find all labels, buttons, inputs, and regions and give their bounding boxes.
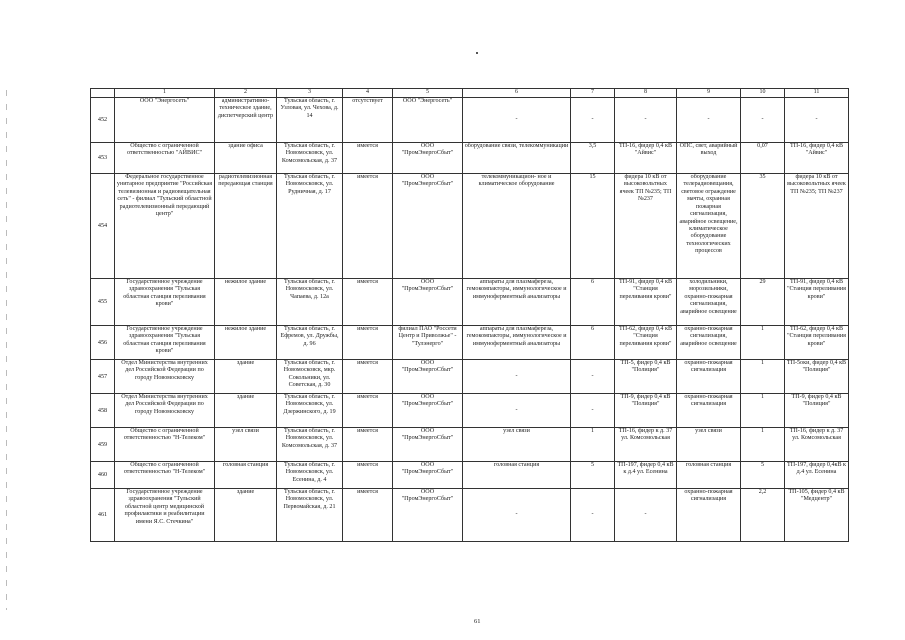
supplier-cell: ООО "ПромЭнергоСбыт" xyxy=(393,174,463,279)
org-name-cell: ООО "Энергосеть" xyxy=(115,98,215,143)
backup-equipment-cell: охранно-пожарная сигнализация xyxy=(677,489,741,542)
feeder-cell: - xyxy=(615,98,677,143)
row-number: 458 xyxy=(91,394,115,428)
supplier-cell: ООО "ПромЭнергоСбыт" xyxy=(393,489,463,542)
feeder-cell: ТП-91, фидер 0,4 кВ "Станция переливания крови" xyxy=(615,279,677,326)
header-cell: 6 xyxy=(463,89,571,98)
availability-cell: имеется xyxy=(343,394,393,428)
backup-equipment-cell: головная станция xyxy=(677,462,741,489)
power-cell: - xyxy=(571,489,615,542)
equipment-cell: - xyxy=(463,360,571,394)
header-cell: 8 xyxy=(615,89,677,98)
row-number: 455 xyxy=(91,279,115,326)
power-cell: - xyxy=(571,360,615,394)
backup-power-cell: - xyxy=(741,98,785,143)
registry-table xyxy=(90,88,849,542)
availability-cell: имеется xyxy=(343,326,393,360)
row-number: 457 xyxy=(91,360,115,394)
address-cell: Тульская область, г. Новомосковск, ул. Рудничная, д. 17 xyxy=(277,174,343,279)
availability-cell: имеется xyxy=(343,462,393,489)
backup-equipment-cell: охранно-пожарная сигнализация, аварийное освещение xyxy=(677,326,741,360)
object-type-cell: узел связи xyxy=(215,428,277,462)
backup-equipment-cell: узел связи xyxy=(677,428,741,462)
feeder-cell: ТП-9, фидер 0,4 кВ "Полиция" xyxy=(615,394,677,428)
row-number: 459 xyxy=(91,428,115,462)
org-name-cell: Отдел Министерства внутренних дел Российской Федерации по городу Новомосковску xyxy=(115,360,215,394)
equipment-cell: - xyxy=(463,98,571,143)
feeder-cell: - xyxy=(615,489,677,542)
backup-equipment-cell: охранно-пожарная сигнализация xyxy=(677,394,741,428)
address-cell: Тульская область, г. Узловая, ул. Чехова, д. 14 xyxy=(277,98,343,143)
org-name-cell: Общество с ограниченной ответственностью "Н-Телеком" xyxy=(115,428,215,462)
backup-power-cell: 5 xyxy=(741,462,785,489)
address-cell: Тульская область, г. Новомосковск, ул. Комсомольская, д. 37 xyxy=(277,428,343,462)
backup-feeder-cell: ТП-9, фидер 0,4 кВ "Полиция" xyxy=(785,394,849,428)
object-type-cell: головная станция xyxy=(215,462,277,489)
equipment-cell: аппараты для плазмафереза, гемокомпакторы, иммунологическое и иммуноферментный анализаторы xyxy=(463,279,571,326)
header-cell-num xyxy=(91,89,115,98)
row-number: 452 xyxy=(91,98,115,143)
header-cell: 5 xyxy=(393,89,463,98)
backup-feeder-cell: ТП-16, фидер 0,4 кВ "Айвис" xyxy=(785,143,849,174)
scan-speck xyxy=(476,52,478,54)
table-row xyxy=(91,428,849,462)
power-cell: 6 xyxy=(571,279,615,326)
object-type-cell: здание офиса xyxy=(215,143,277,174)
table-row xyxy=(91,326,849,360)
availability-cell: имеется xyxy=(343,489,393,542)
header-cell: 1 xyxy=(115,89,215,98)
power-cell: 6 xyxy=(571,326,615,360)
availability-cell: имеется xyxy=(343,174,393,279)
backup-feeder-cell: ТП-16, фидер к д. 37 ул. Комсомольская xyxy=(785,428,849,462)
page-number: 61 xyxy=(474,618,481,625)
equipment-cell: - xyxy=(463,394,571,428)
table-row xyxy=(91,143,849,174)
object-type-cell: здание xyxy=(215,489,277,542)
availability-cell: имеется xyxy=(343,143,393,174)
feeder-cell: ТП-197, фидер 0,4 кВ к д.4 ул. Есенина xyxy=(615,462,677,489)
object-type-cell: административно-техническое здание, диспетчерский центр xyxy=(215,98,277,143)
org-name-cell: Государственное учреждение здравоохранения "Тульская областная станция переливания крови" xyxy=(115,279,215,326)
backup-power-cell: 35 xyxy=(741,174,785,279)
org-name-cell: Общество с ограниченной ответственностью "Н-Телеком" xyxy=(115,462,215,489)
object-type-cell: здание xyxy=(215,360,277,394)
backup-feeder-cell: ТП-105, фидер 0,4 кВ "Медцентр" xyxy=(785,489,849,542)
backup-feeder-cell: ТП-91, фидер 0,4 кВ "Станция переливания крови" xyxy=(785,279,849,326)
supplier-cell: ООО "ПромЭнергоСбыт" xyxy=(393,428,463,462)
power-cell: 1 xyxy=(571,428,615,462)
supplier-cell: ООО "Энергосеть" xyxy=(393,98,463,143)
equipment-cell: телекоммуникацион- ное и климатическое оборудование xyxy=(463,174,571,279)
object-type-cell: радиотелевизионная передающая станция xyxy=(215,174,277,279)
backup-power-cell: 1 xyxy=(741,394,785,428)
power-cell: 5 xyxy=(571,462,615,489)
address-cell: Тульская область, г. Ефремов, ул. Дружбы, д. 96 xyxy=(277,326,343,360)
table-row xyxy=(91,489,849,542)
feeder-cell: ТП-5, фидер 0,4 кВ "Полиция" xyxy=(615,360,677,394)
header-cell: 7 xyxy=(571,89,615,98)
row-number: 461 xyxy=(91,489,115,542)
supplier-cell: ООО "ПромЭнергоСбыт" xyxy=(393,360,463,394)
supplier-cell: филиал ПАО "Россети Центр и Приволжье" - "Тулэнерго" xyxy=(393,326,463,360)
backup-power-cell: 0,07 xyxy=(741,143,785,174)
row-number: 460 xyxy=(91,462,115,489)
feeder-cell: ТП-16, фидер к д. 37 ул. Комсомольская xyxy=(615,428,677,462)
backup-power-cell: 1 xyxy=(741,326,785,360)
availability-cell: отсутствует xyxy=(343,98,393,143)
table-row xyxy=(91,98,849,143)
table-row xyxy=(91,174,849,279)
org-name-cell: Общество с ограниченной ответственностью "АЙВИС" xyxy=(115,143,215,174)
table-body xyxy=(91,98,849,542)
org-name-cell: Государственное учреждение здравоохранения "Тульский областной центр медицинской профилактики и реабилитации имени Я.С. Стечкина" xyxy=(115,489,215,542)
supplier-cell: ООО "ПромЭнергоСбыт" xyxy=(393,394,463,428)
table-row xyxy=(91,394,849,428)
backup-feeder-cell: ТП-62, фидер 0,4 кВ "Станция переливания крови" xyxy=(785,326,849,360)
backup-feeder-cell: фидера 10 кВ от высоковольтных ячеек ТП №235; ТП №237 xyxy=(785,174,849,279)
org-name-cell: Государственное учреждение здравоохранения "Тульская областная станция переливания крови" xyxy=(115,326,215,360)
scan-margin-line xyxy=(6,90,7,610)
header-cell: 4 xyxy=(343,89,393,98)
availability-cell: имеется xyxy=(343,279,393,326)
table-row xyxy=(91,279,849,326)
availability-cell: имеется xyxy=(343,428,393,462)
backup-feeder-cell: - xyxy=(785,98,849,143)
row-number: 456 xyxy=(91,326,115,360)
availability-cell: имеется xyxy=(343,360,393,394)
backup-equipment-cell: ОПС, свет, аварийный выход xyxy=(677,143,741,174)
supplier-cell: ООО "ПромЭнергоСбыт" xyxy=(393,143,463,174)
backup-power-cell: 29 xyxy=(741,279,785,326)
backup-equipment-cell: охранно-пожарная сигнализация xyxy=(677,360,741,394)
equipment-cell: аппараты для плазмафереза, гемокомпакторы, иммунологическое и иммуноферментный анализаторы xyxy=(463,326,571,360)
power-cell: - xyxy=(571,98,615,143)
address-cell: Тульская область, г. Новомосковск, мкр. Сокольники, ул. Советская, д. 30 xyxy=(277,360,343,394)
supplier-cell: ООО "ПромЭнергоСбыт" xyxy=(393,279,463,326)
equipment-cell: - xyxy=(463,489,571,542)
address-cell: Тульская область, г. Новомосковск, ул. Есенина, д. 4 xyxy=(277,462,343,489)
header-cell: 11 xyxy=(785,89,849,98)
power-cell: 15 xyxy=(571,174,615,279)
address-cell: Тульская область, г. Новомосковск, ул. Первомайская, д. 21 xyxy=(277,489,343,542)
backup-equipment-cell: оборудование телерадиовещания, световое ограждение мачты, охранная пожарная сигнализация, аварийное освещение, климатическое оборудование технологических процессов xyxy=(677,174,741,279)
equipment-cell: оборудование связи, телекоммуникации xyxy=(463,143,571,174)
backup-equipment-cell: холодильники, морозильники, охранно-пожарная сигнализация, аварийное освещение xyxy=(677,279,741,326)
address-cell: Тульская область, г. Новомосковск, ул. Дзержинского, д. 19 xyxy=(277,394,343,428)
power-cell: - xyxy=(571,394,615,428)
object-type-cell: нежилое здание xyxy=(215,279,277,326)
equipment-cell: узел связи xyxy=(463,428,571,462)
object-type-cell: здание xyxy=(215,394,277,428)
org-name-cell: Федеральное государственное унитарное предприятие "Российская телевизионная и радиовещательная сеть" - филиал "Тульский областной радиотелевизионный передающий центр" xyxy=(115,174,215,279)
feeder-cell: ТП-62, фидер 0,4 кВ "Станция переливания крови" xyxy=(615,326,677,360)
table-header xyxy=(91,89,849,98)
backup-power-cell: 1 xyxy=(741,428,785,462)
backup-power-cell: 1 xyxy=(741,360,785,394)
header-cell: 3 xyxy=(277,89,343,98)
org-name-cell: Отдел Министерства внутренних дел Российской Федерации по городу Новомосковску xyxy=(115,394,215,428)
feeder-cell: ТП-16, фидер 0,4 кВ "Айвис" xyxy=(615,143,677,174)
feeder-cell: фидера 10 кВ от высоковольтных ячеек ТП №235; ТП №237 xyxy=(615,174,677,279)
row-number: 453 xyxy=(91,143,115,174)
row-number: 454 xyxy=(91,174,115,279)
address-cell: Тульская область, г. Новомосковск, ул. Комсомольская, д. 37 xyxy=(277,143,343,174)
table-row xyxy=(91,360,849,394)
table-row xyxy=(91,462,849,489)
header-cell: 9 xyxy=(677,89,741,98)
power-cell: 3,5 xyxy=(571,143,615,174)
header-row xyxy=(91,89,849,98)
backup-equipment-cell: - xyxy=(677,98,741,143)
backup-feeder-cell: ТП-197, фидер 0,4кВ к д.4 ул. Есенина xyxy=(785,462,849,489)
header-cell: 2 xyxy=(215,89,277,98)
object-type-cell: нежилое здание xyxy=(215,326,277,360)
backup-power-cell: 2,2 xyxy=(741,489,785,542)
header-cell: 10 xyxy=(741,89,785,98)
equipment-cell: головная станция xyxy=(463,462,571,489)
backup-feeder-cell: ТП-5оки, фидер 0,4 кВ "Полиция" xyxy=(785,360,849,394)
address-cell: Тульская область, г. Новомосковск, ул. Чапаева, д. 12а xyxy=(277,279,343,326)
supplier-cell: ООО "ПромЭнергоСбыт" xyxy=(393,462,463,489)
